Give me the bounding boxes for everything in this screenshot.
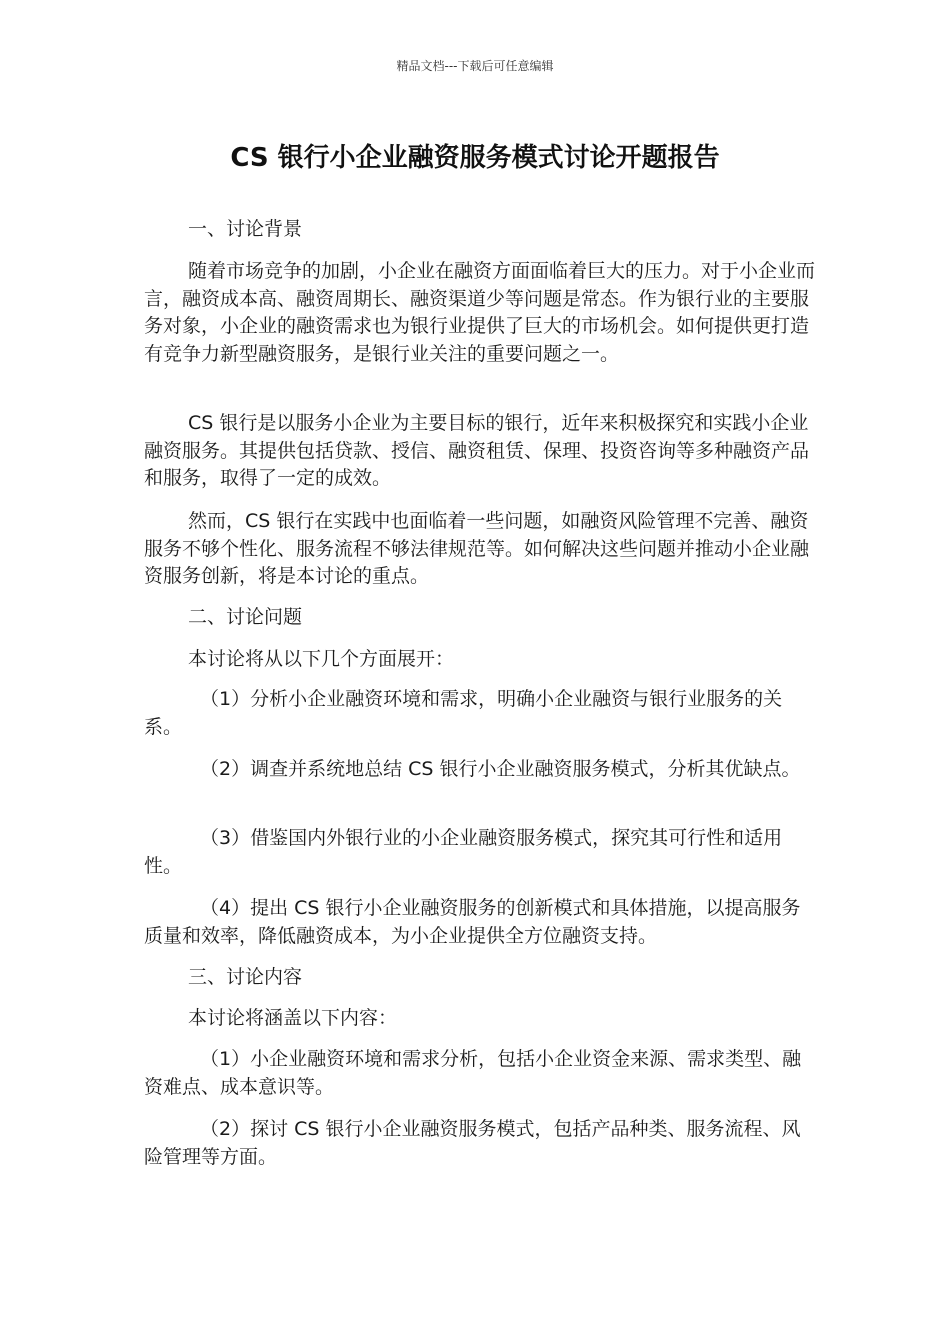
document-title: CS 银行小企业融资服务模式讨论开题报告 bbox=[230, 143, 720, 173]
list-item: （4）提出 CS 银行小企业融资服务的创新模式和具体措施，以提高服务质量和效率，降低融资成本，为小企业提供全方位融资支持。 bbox=[144, 897, 801, 947]
list-item: （2）探讨 CS 银行小企业融资服务模式，包括产品种类、服务流程、风险管理等方面。 bbox=[144, 1118, 801, 1168]
paragraph: CS 银行是以服务小企业为主要目标的银行，近年来积极探究和实践小企业融资服务。其提供包括贷款、授信、融资租赁、保理、投资咨询等多种融资产品和服务，取得了一定的成效。 bbox=[144, 412, 810, 489]
page-header: 精品文档---下载后可任意编辑 bbox=[396, 59, 554, 73]
list-item: （1）分析小企业融资环境和需求，明确小企业融资与银行业服务的关系。 bbox=[144, 688, 783, 738]
paragraph: 然而，CS 银行在实践中也面临着一些问题，如融资风险管理不完善、融资服务不够个性化、服务流程不够法律规范等。如何解决这些问题并推动小企业融资服务创新，将是本讨论的重点。 bbox=[144, 510, 810, 587]
list-item: （2）调查并系统地总结 CS 银行小企业融资服务模式，分析其优缺点。 bbox=[200, 758, 801, 780]
list-item: （1）小企业融资环境和需求分析，包括小企业资金来源、需求类型、融资难点、成本意识等。 bbox=[144, 1048, 802, 1098]
section-intro: 本讨论将涵盖以下内容： bbox=[188, 1007, 398, 1029]
list-item: （3）借鉴国内外银行业的小企业融资服务模式，探究其可行性和适用性。 bbox=[144, 827, 783, 877]
paragraph: 随着市场竞争的加剧，小企业在融资方面面临着巨大的压力。对于小企业而言，融资成本高、融资周期长、融资渠道少等问题是常态。作为银行业的主要服务对象，小企业的融资需求也为银行业提供了巨大的市场机会。如何提供更打造有竞争力新型融资服务，是银行业关注的重要问题之一。 bbox=[144, 260, 816, 365]
section-heading-2: 二、讨论问题 bbox=[188, 606, 303, 628]
section-heading-1: 一、讨论背景 bbox=[188, 218, 303, 240]
section-heading-3: 三、讨论内容 bbox=[188, 966, 303, 988]
section-intro: 本讨论将从以下几个方面展开： bbox=[188, 648, 455, 670]
